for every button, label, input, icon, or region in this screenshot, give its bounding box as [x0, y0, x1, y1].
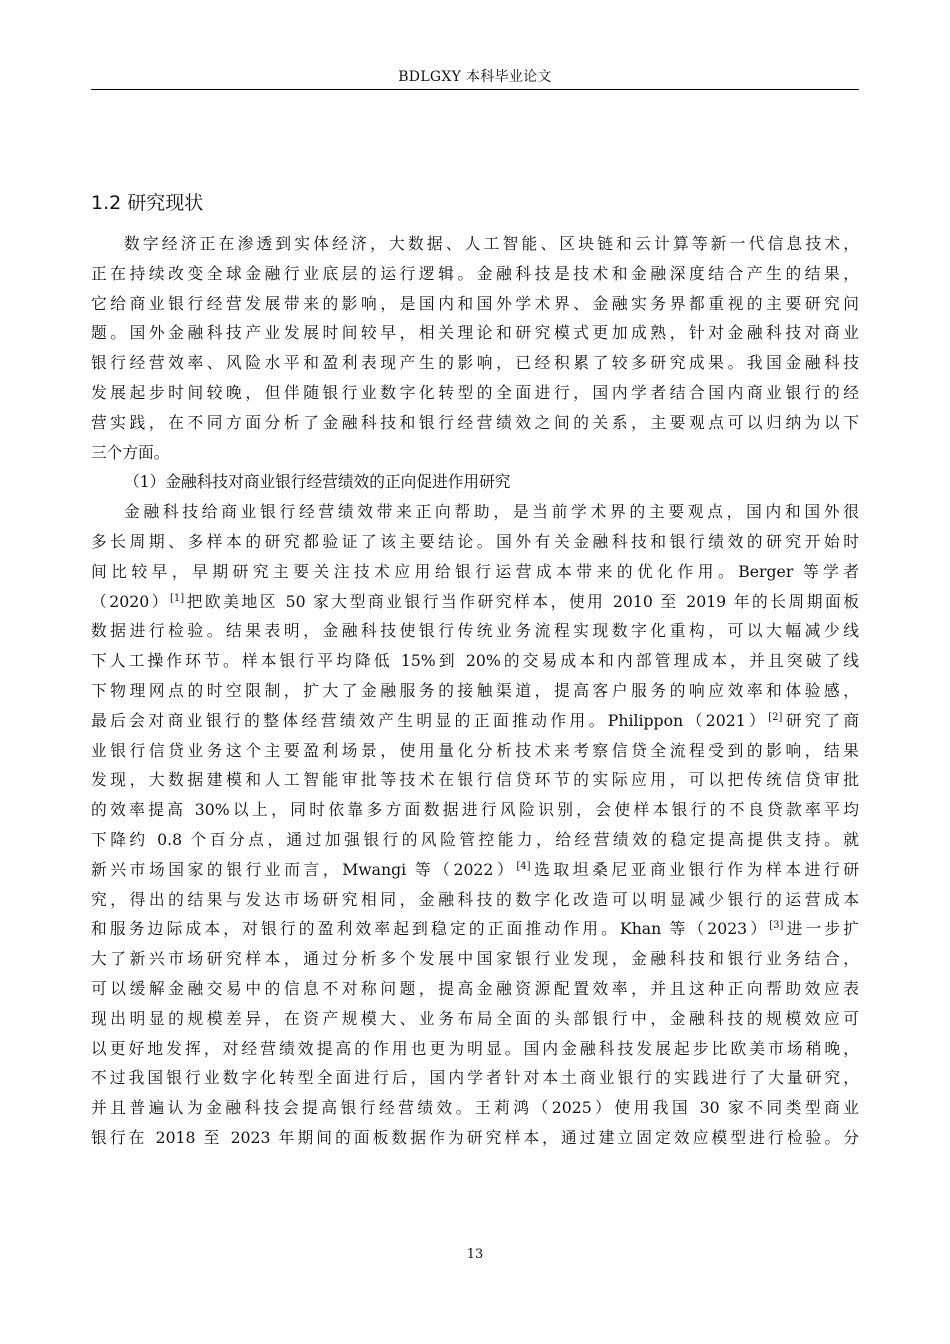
section-heading: 1.2 研究现状 [91, 192, 204, 214]
text-line: 它给商业银行经营发展带来的影响，是国内和国外学术界、金融实务界都重视的主要研究问 [91, 293, 859, 313]
text-line: 下降约 0.8 个百分点，通过加强银行的风险管控能力，给经营绩效的稳定提高提供支持。就 [91, 829, 859, 849]
text-line: 现出明显的规模差异，在资产规模大、业务布局全面的头部银行中，金融科技的规模效应可 [91, 1008, 859, 1028]
text-line: 以更好地发挥，对经营绩效提高的作用也更为明显。国内金融科技发展起步比欧美市场稍晚， [91, 1038, 859, 1058]
text-line: 间比较早，早期研究主要关注技术应用给银行运营成本带来的优化作用。Berger 等学者 [91, 561, 859, 581]
line-segment: （2020） [91, 591, 171, 611]
citation-ref: [4] [516, 860, 531, 872]
text-line: 发展起步时间较晚，但伴随银行业数字化转型的全面进行，国内学者结合国内商业银行的经 [91, 382, 859, 402]
text-line: 的效率提高 30%以上，同时依靠多方面数据进行风险识别，会使样本银行的不良贷款率平均 [91, 800, 859, 820]
text-line: 数字经济正在渗透到实体经济，大数据、人工智能、区块链和云计算等新一代信息技术， [124, 234, 859, 253]
text-line: 下人工操作环节。样本银行平均降低 15%到 20%的交易成本和内部管理成本，并且突破了线 [91, 651, 859, 671]
line-segment: 最后会对商业银行的整体经营绩效产生明显的正面推动作用。Philippon（2021） [91, 710, 769, 730]
text-line [91, 587, 859, 617]
page-header: BDLGXY 本科毕业论文 [398, 69, 552, 85]
text-line [91, 706, 859, 736]
text-line: 数据进行检验。结果表明，金融科技使银行传统业务流程实现数字化重构，可以大幅减少线 [91, 621, 859, 641]
text-line: 正在持续改变全球金融行业底层的运行逻辑。金融科技是技术和金融深度结合产生的结果， [91, 263, 859, 283]
subsection-title: （1）金融科技对商业银行经营绩效的正向促进作用研究 [124, 472, 511, 492]
text-line: 金融科技给商业银行经营绩效带来正向帮助，是当前学术界的主要观点，国内和国外很 [124, 502, 859, 522]
citation-ref: [1] [170, 592, 185, 604]
text-line [91, 914, 859, 944]
page-number: 13 [466, 1247, 484, 1262]
text-line: 可以缓解金融交易中的信息不对称问题，提高金融资源配置效率，并且这种正向帮助效应表 [91, 978, 859, 998]
text-line: 大了新兴市场研究样本，通过分析多个发展中国家银行业发现，金融科技和银行业务结合， [91, 949, 859, 969]
line-segment: 选取坦桑尼亚商业银行作为样本进行研 [530, 859, 859, 879]
text-line: 下物理网点的时空限制，扩大了金融服务的接触渠道，提高客户服务的响应效率和体验感， [91, 680, 859, 700]
text-line: 营实践，在不同方面分析了金融科技和银行经营绩效之间的关系，主要观点可以归纳为以下 [91, 412, 859, 432]
text-line: 三个方面。 [91, 442, 170, 462]
text-line: 究，得出的结果与发达市场研究相同，金融科技的数字化改造可以明显减少银行的运营成本 [91, 889, 859, 909]
text-line: 题。国外金融科技产业发展时间较早，相关理论和研究模式更加成熟，针对金融科技对商业 [91, 323, 859, 343]
text-line: 不过我国银行业数字化转型全面进行后，国内学者针对本土商业银行的实践进行了大量研究， [91, 1068, 859, 1088]
text-line: 银行经营效率、风险水平和盈利表现产生的影响，已经积累了较多研究成果。我国金融科技 [91, 353, 859, 373]
text-line: 业银行信贷业务这个主要盈利场景，使用量化分析技术来考察信贷全流程受到的影响，结果 [91, 740, 859, 760]
citation-ref: [2] [768, 711, 783, 723]
text-line: 发现，大数据建模和人工智能审批等技术在银行信贷环节的实际应用，可以把传统信贷审批 [91, 770, 859, 790]
line-segment: 新兴市场国家的银行业而言，Mwangi 等（2022） [91, 859, 517, 879]
text-line: 银行在 2018 至 2023 年期间的面板数据作为研究样本，通过建立固定效应模型进行检验。分 [91, 1127, 859, 1147]
text-line: 多长周期、多样本的研究都验证了该主要结论。国外有关金融科技和银行绩效的研究开始时 [91, 531, 859, 551]
text-line: 并且普遍认为金融科技会提高银行经营绩效。王莉鸿（2025）使用我国 30 家不同类型商业 [91, 1098, 859, 1118]
line-segment: 进一步扩 [783, 919, 859, 939]
header-rule [91, 89, 859, 90]
citation-ref: [3] [769, 920, 784, 932]
line-segment: 和服务边际成本，对银行的盈利效率起到稳定的正面推动作用。Khan 等（2023） [91, 919, 770, 939]
body-text [91, 229, 859, 1153]
line-segment: 把欧美地区 50 家大型商业银行当作研究样本，使用 2010 至 2019 年的长周期面板 [184, 591, 859, 611]
text-line [91, 855, 859, 885]
line-segment: 研究了商 [782, 710, 859, 730]
